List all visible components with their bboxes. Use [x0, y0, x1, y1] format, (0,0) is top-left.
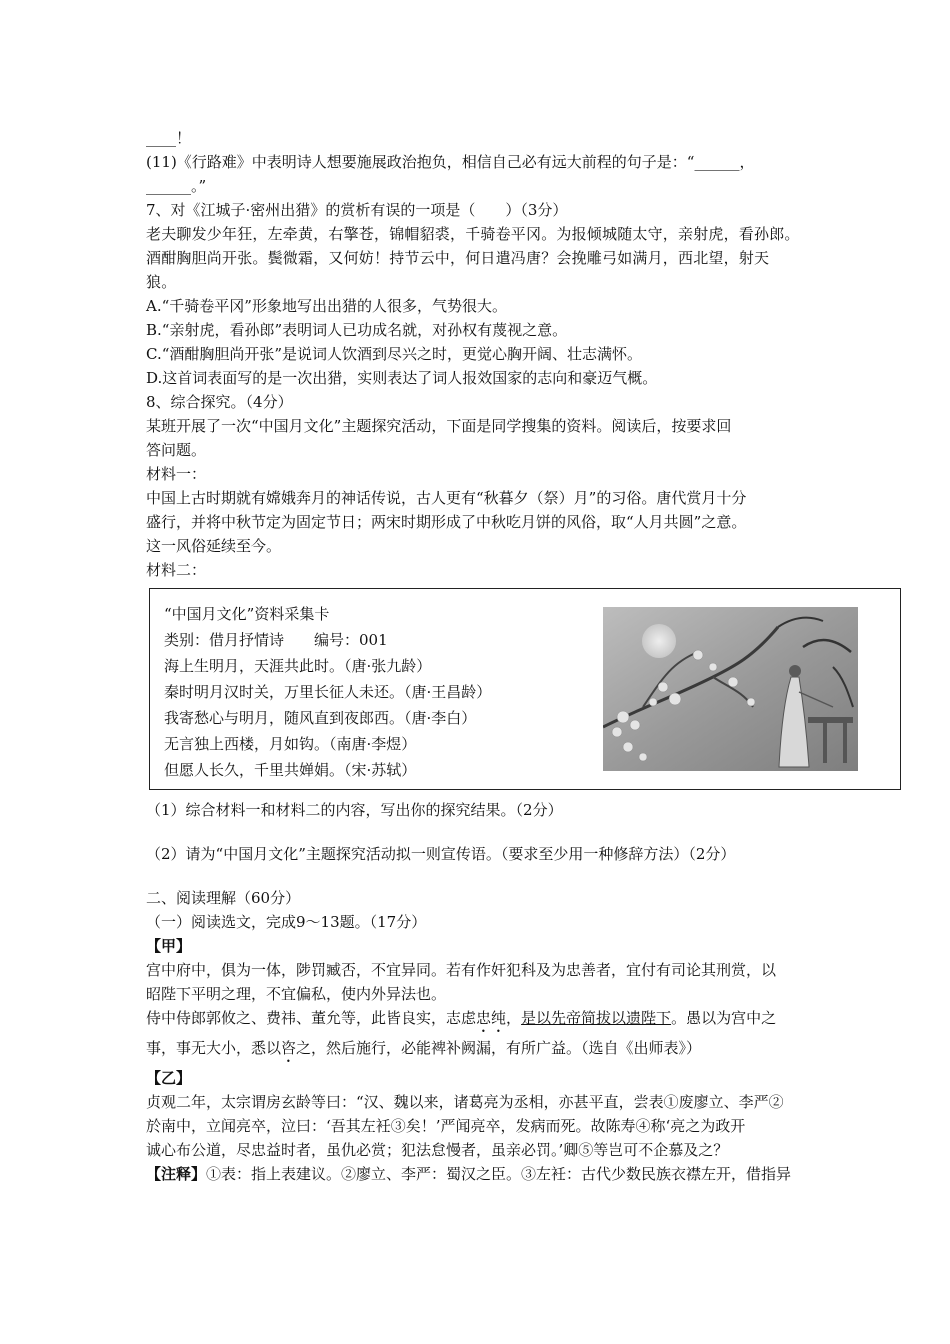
- question-8: 8、综合探究。（4分）: [146, 393, 293, 411]
- passage-jia-text: 宫中府中，俱为一体，陟罚臧否，不宜异同。若有作奸犯科及为忠善者，宜付有司论其刑赏，以: [146, 961, 777, 979]
- option-c: C.“酒酣胸胆尚开张”是说词人饮酒到尽兴之时，更觉心胸开阔、壮志满怀。: [146, 345, 643, 363]
- question-11-continued: ______。”: [146, 177, 207, 195]
- card-category: 类别：借月抒情诗 编号：001: [164, 631, 388, 649]
- card-text: [164, 601, 594, 783]
- card-poem: 我寄愁心与明月，随风直到夜郎西。（唐·李白）: [164, 709, 477, 727]
- passage-yi-text: 诚心布公道，尽忠益时者，虽仇必赏；犯法怠慢者，虽亲必罚。’卿⑤等岂可不企慕及之？: [146, 1141, 729, 1159]
- passage-jia-text: 昭陛下平明之理，不宜偏私，使内外异法也。: [146, 985, 447, 1003]
- question-7: 7、对《江城子·密州出猎》的赏析有误的一项是（ ）（3分）: [146, 201, 568, 219]
- question-8-intro: 答问题。: [146, 441, 207, 459]
- material-2-label: 材料二：: [146, 561, 207, 579]
- dotted-word-zhongchun: 忠纯: [476, 1009, 507, 1027]
- answer-blank-line: ____！: [146, 129, 192, 147]
- section-2-heading: 二、阅读理解（60分）: [146, 889, 301, 907]
- card-poem: 无言独上西楼，月如钩。（南唐·李煜）: [164, 735, 417, 753]
- poem-line: 狼。: [146, 273, 177, 291]
- exam-page: [146, 126, 812, 1186]
- dotted-word-zi: 咨: [281, 1039, 297, 1057]
- card-title: “中国月文化”资料采集卡: [164, 605, 330, 623]
- card-poem: 海上生明月，天涯共此时。（唐·张九龄）: [164, 657, 432, 675]
- passage-jia-paragraph-2-line-2: 事，事无大小，悉以咨之，然后施行，必能裨补阙漏，有所广益。（选自《出师表》）: [146, 1039, 702, 1057]
- underlined-sentence: 是以先帝简拔以遗陛下: [521, 1009, 672, 1027]
- passage-yi-text: 贞观二年，太宗谓房玄龄等曰：“汉、魏以来，诸葛亮为丞相，亦甚平直，尝表①废廖立、李严②: [146, 1093, 784, 1111]
- question-8-intro: 某班开展了一次“中国月文化”主题探究活动，下面是同学搜集的资料。阅读后，按要求回: [146, 417, 732, 435]
- material-1-text: 中国上古时期就有嫦娥奔月的神话传说，古人更有“秋暮夕（祭）月”的习俗。唐代赏月十分: [146, 489, 747, 507]
- passage-yi-label: 【乙】: [146, 1069, 192, 1087]
- option-a: A.“千骑卷平冈”形象地写出出猎的人很多，气势很大。: [146, 297, 507, 315]
- question-8-2: （2）请为“中国月文化”主题探究活动拟一则宣传语。（要求至少用一种修辞方法）（2分）: [146, 845, 736, 863]
- material-1-text: 盛行，并将中秋节定为固定节日；两宋时期形成了中秋吃月饼的风俗，取“人月共圆”之意。: [146, 513, 747, 531]
- option-d: D.这首词表面写的是一次出猎，实则表达了词人报效国家的志向和豪迈气概。: [146, 369, 658, 387]
- passage-jia-label: 【甲】: [146, 937, 192, 955]
- notes: [146, 1162, 812, 1186]
- poem-line: 酒酣胸胆尚开张。鬓微霜，又何妨！持节云中，何日遣冯唐？会挽雕弓如满月，西北望，射天: [146, 249, 770, 267]
- option-b: B.“亲射虎，看孙郎”表明词人已功成名就，对孙权有蔑视之意。: [146, 321, 568, 339]
- material-1-text: 这一风俗延续至今。: [146, 537, 282, 555]
- material-1-label: 材料一：: [146, 465, 207, 483]
- card-poem: 但愿人长久，千里共婵娟。（宋·苏轼）: [164, 761, 417, 779]
- notes-text: ①表：指上表建议。②廖立、李严：蜀汉之臣。③左衽：古代少数民族衣襟左开，借指异: [206, 1165, 792, 1183]
- passage-jia-paragraph-2: 侍中侍郎郭攸之、费祎、董允等，此皆良实，志虑忠纯，是以先帝简拔以遗陛下。愚以为宫中之: [146, 1009, 777, 1027]
- subsection-1-heading: （一）阅读选文，完成9～13题。（17分）: [146, 913, 427, 931]
- poem-line: 老夫聊发少年狂，左牵黄，右擎苍，锦帽貂裘，千骑卷平冈。为报倾城随太守，亲射虎，看孙郎。: [146, 225, 800, 243]
- data-collection-card: [149, 588, 901, 790]
- question-11: (11)《行路难》中表明诗人想要施展政治抱负，相信自己必有远大前程的句子是：“______，: [146, 153, 755, 171]
- card-poem: 秦时明月汉时关，万里长征人未还。（唐·王昌龄）: [164, 683, 492, 701]
- moon-painting-image: [603, 607, 858, 771]
- notes-label: 【注释】: [146, 1165, 207, 1183]
- question-8-1: （1）综合材料一和材料二的内容，写出你的探究结果。（2分）: [146, 801, 563, 819]
- passage-yi-text: 於南中，立闻亮卒，泣曰：‘吾其左衽③矣！’严闻亮卒，发病而死。故陈寿④称‘亮之为政开: [146, 1117, 746, 1135]
